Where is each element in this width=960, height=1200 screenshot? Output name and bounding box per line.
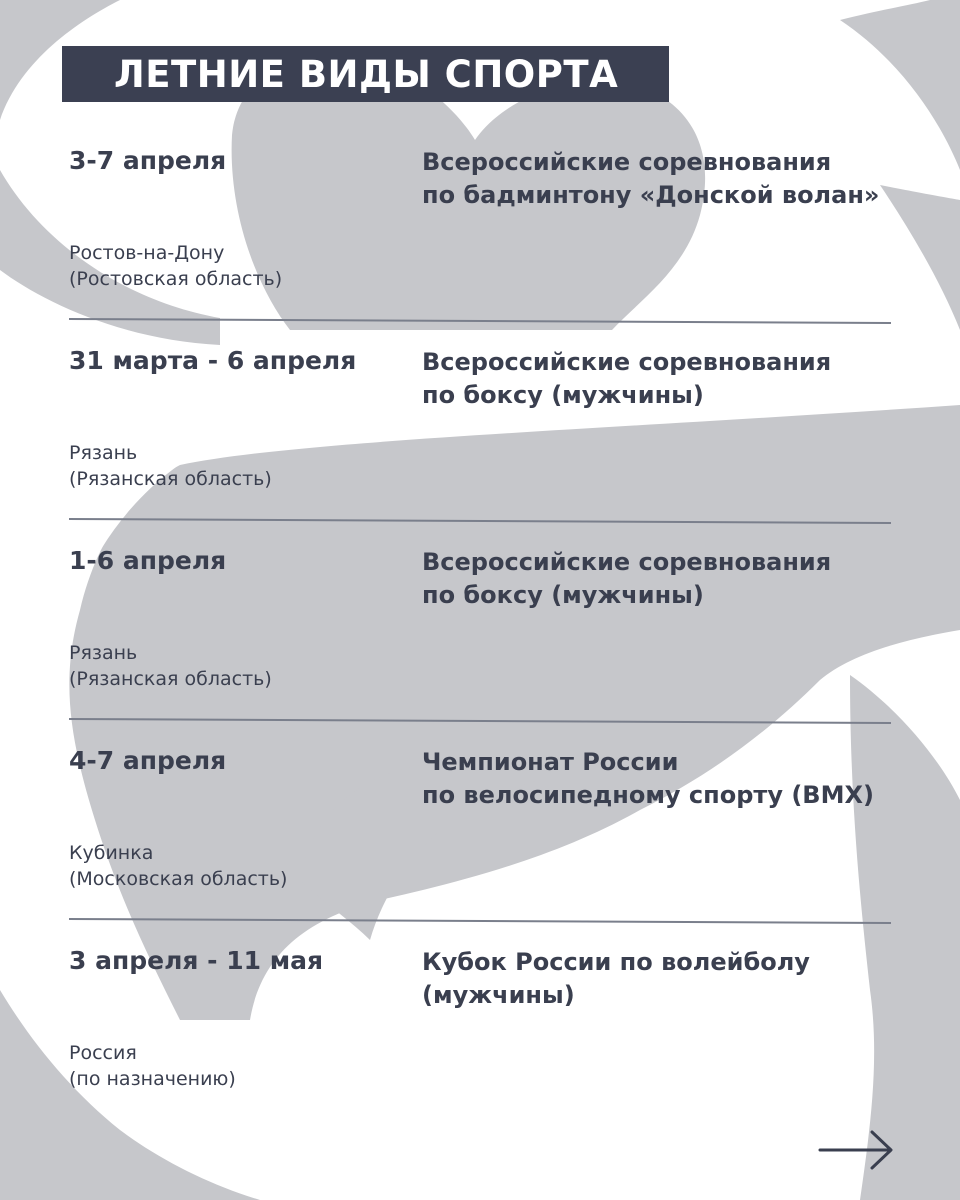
event-name-line: Кубок России по волейболу xyxy=(422,948,810,976)
event-name-line: Чемпионат России xyxy=(422,748,679,776)
event-location xyxy=(69,1040,236,1092)
event-name xyxy=(422,946,902,1012)
event-region: (по назначению) xyxy=(69,1068,236,1090)
event-date: 31 марта - 6 апреля xyxy=(69,346,357,375)
event-name-line: по бадминтону «Донской волан» xyxy=(422,181,880,209)
event-item xyxy=(0,800,960,1090)
event-name-line: по боксу (мужчины) xyxy=(422,581,704,609)
event-city: Ростов-на-Дону xyxy=(69,242,225,264)
event-name-line: (мужчины) xyxy=(422,981,575,1009)
event-name-line: Всероссийские соревнования xyxy=(422,348,832,376)
event-item xyxy=(0,400,960,690)
event-name-line: Всероссийские соревнования xyxy=(422,548,832,576)
arrow-right-icon[interactable] xyxy=(818,1128,896,1172)
event-region: (Рязанская область) xyxy=(69,668,272,690)
event-city: Рязань xyxy=(69,642,138,664)
event-region: (Ростовская область) xyxy=(69,268,283,290)
event-city: Рязань xyxy=(69,442,138,464)
event-item xyxy=(0,600,960,890)
event-city: Россия xyxy=(69,1042,137,1064)
event-region: (Московская область) xyxy=(69,868,288,890)
event-date: 3-7 апреля xyxy=(69,146,227,175)
event-item xyxy=(0,200,960,490)
event-name-line: Всероссийские соревнования xyxy=(422,148,832,176)
page-title: ЛЕТНИЕ ВИДЫ СПОРТА xyxy=(114,52,619,96)
event-name-line: по боксу (мужчины) xyxy=(422,381,704,409)
event-date: 1-6 апреля xyxy=(69,546,227,575)
event-item xyxy=(0,0,960,290)
event-date: 4-7 апреля xyxy=(69,746,227,775)
event-city: Кубинка xyxy=(69,842,154,864)
event-name-line: по велосипедному спорту (BMX) xyxy=(422,781,874,809)
event-region: (Рязанская область) xyxy=(69,468,272,490)
event-date: 3 апреля - 11 мая xyxy=(69,946,324,975)
